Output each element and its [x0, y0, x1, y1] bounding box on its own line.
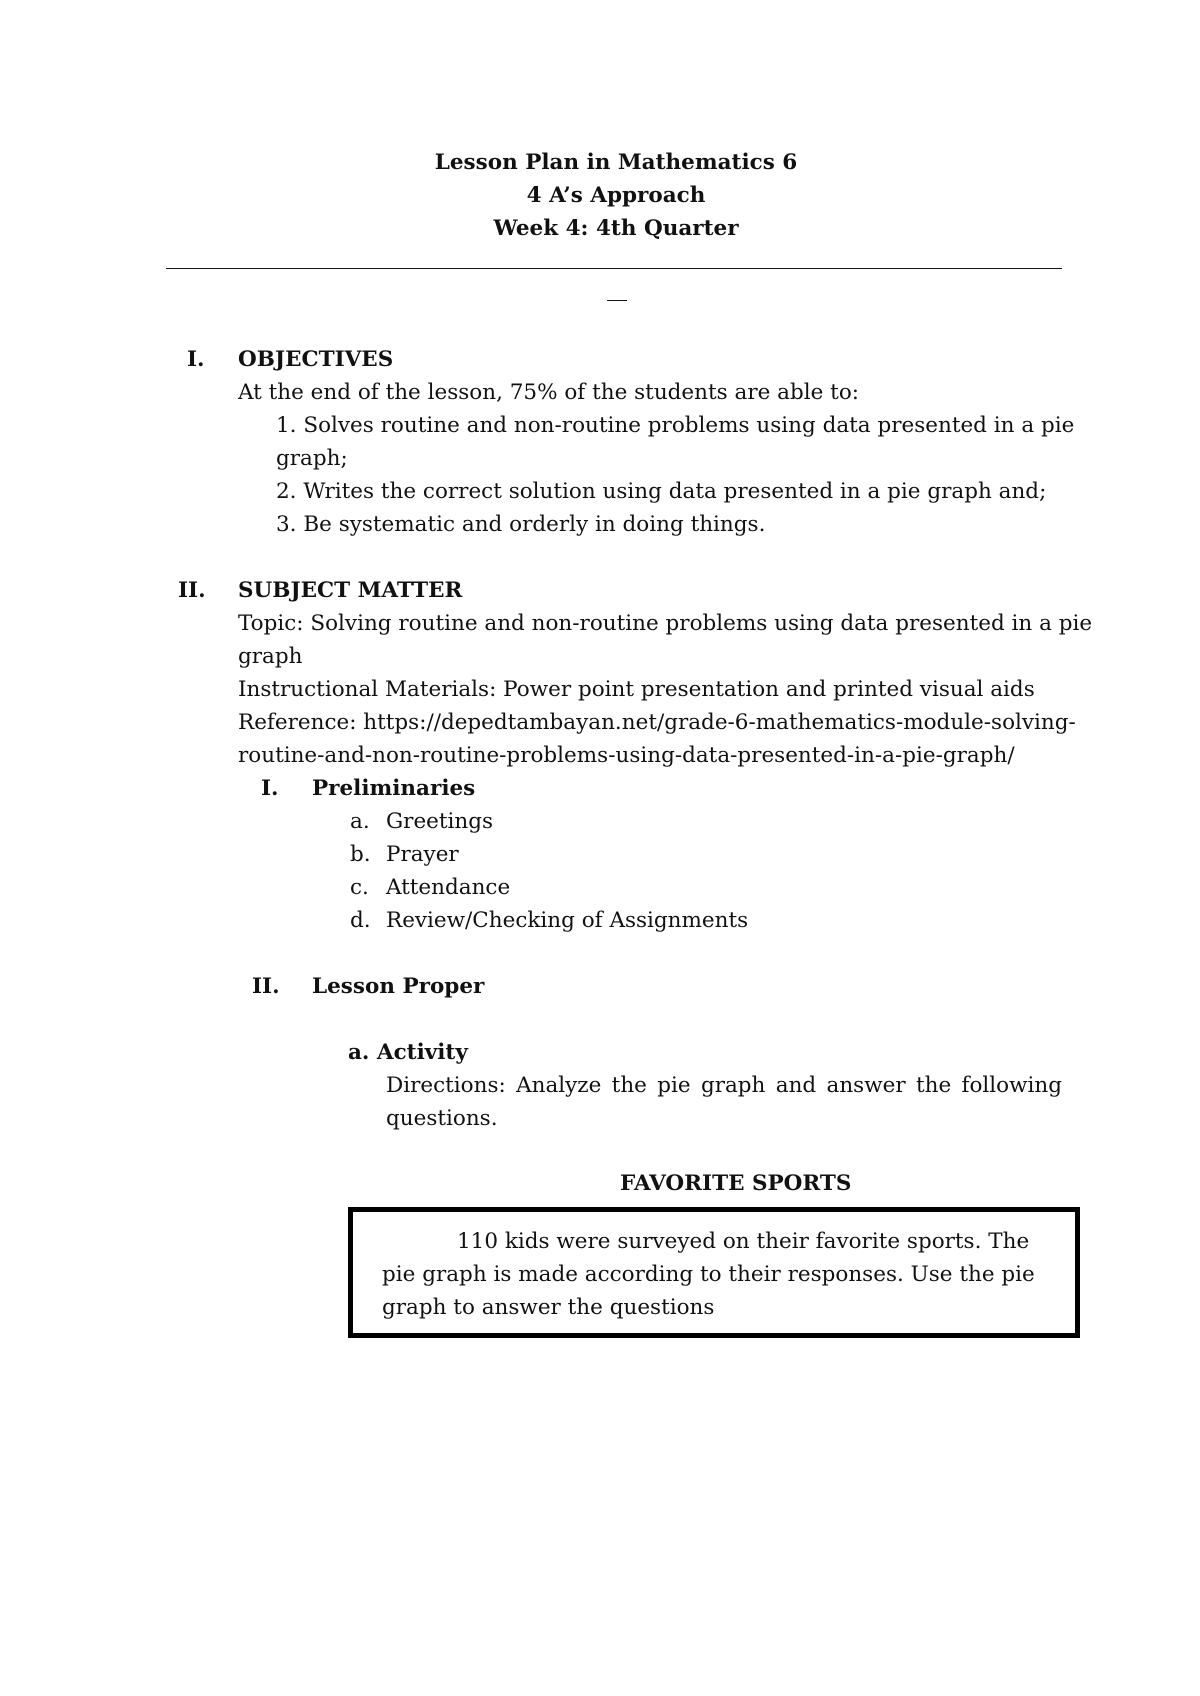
objective-item-2: 2. Writes the correct solution using data presented in a pie graph and; [276, 479, 1047, 504]
preliminary-item: Attendance [386, 875, 511, 900]
activity-directions: Directions: Analyze the pie graph and answer the following questions. [386, 1073, 1062, 1131]
preliminary-item: Greetings [386, 809, 494, 834]
instructional-materials: Instructional Materials: Power point presentation and printed visual aids [238, 677, 1035, 702]
objective-item-3: 3. Be systematic and orderly in doing things. [276, 512, 766, 537]
document-title: Lesson Plan in Mathematics 6 [434, 150, 798, 175]
preliminary-letter: c. [350, 875, 369, 900]
subject-matter-numeral: II. [178, 578, 206, 603]
lesson-proper-heading: Lesson Proper [312, 974, 485, 999]
info-box-text: 110 kids were surveyed on their favorite sports. The pie graph is made according to their responses. Use the pie graph to answer the questions [382, 1229, 1035, 1320]
preliminary-item: Review/Checking of Assignments [386, 908, 749, 933]
preliminaries-heading: Preliminaries [312, 776, 476, 801]
header-divider [166, 268, 1062, 269]
reference-line: Reference: https://depedtambayan.net/grade-6-mathematics-module-solving- [238, 710, 1076, 735]
document-week: Week 4: 4th Quarter [493, 216, 739, 241]
preliminary-letter: a. [350, 809, 370, 834]
preliminary-letter: d. [350, 908, 371, 933]
activity-heading: a. Activity [348, 1040, 468, 1065]
objective-item-1-cont: graph; [276, 446, 348, 471]
objectives-numeral: I. [187, 347, 205, 372]
topic-line: Topic: Solving routine and non-routine problems using data presented in a pie [238, 611, 1093, 636]
preliminary-letter: b. [350, 842, 371, 867]
preliminary-item: Prayer [386, 842, 459, 867]
objectives-heading: OBJECTIVES [238, 347, 394, 372]
lesson-proper-numeral: II. [252, 974, 280, 999]
reference-line-cont: routine-and-non-routine-problems-using-data-presented-in-a-pie-graph/ [238, 743, 1015, 768]
chart-title: FAVORITE SPORTS [620, 1171, 852, 1196]
header-divider-tail [607, 300, 627, 301]
preliminaries-numeral: I. [261, 776, 279, 801]
subject-matter-heading: SUBJECT MATTER [238, 578, 463, 603]
objective-item-1: 1. Solves routine and non-routine problems using data presented in a pie [276, 413, 1075, 438]
document-approach: 4 A’s Approach [526, 183, 706, 208]
topic-line-cont: graph [238, 644, 303, 669]
objectives-intro: At the end of the lesson, 75% of the students are able to: [238, 380, 860, 405]
